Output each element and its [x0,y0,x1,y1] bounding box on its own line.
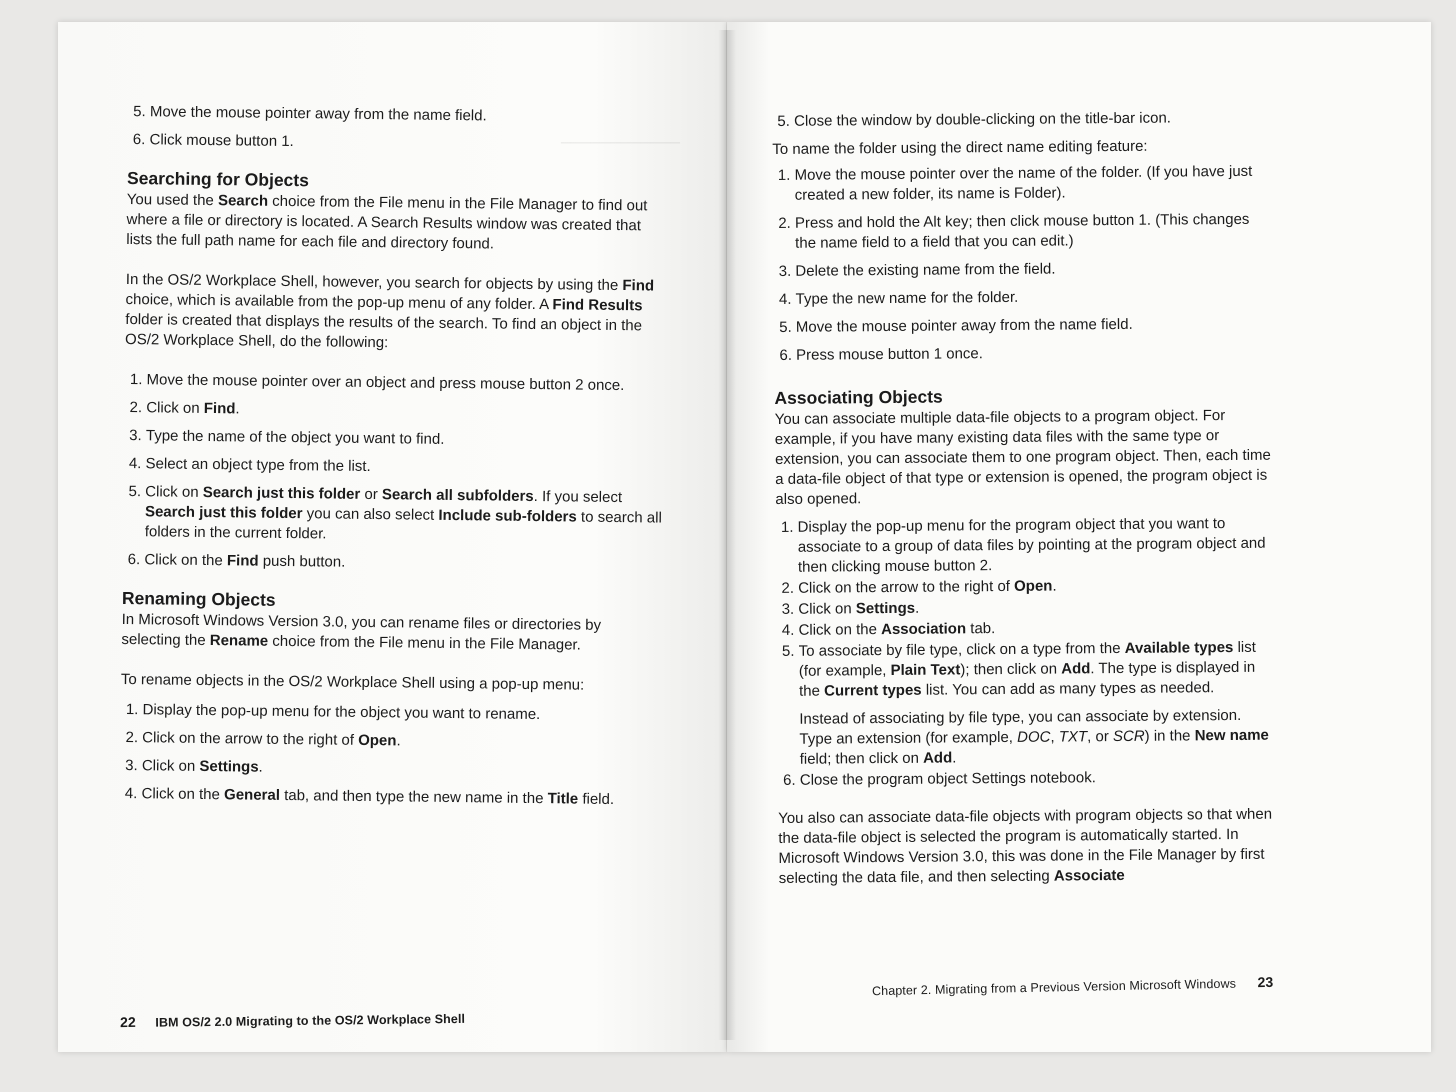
heading-associating-objects: Associating Objects [774,386,943,408]
list-item: 1. Move the mouse pointer over an object and press mouse button 2 once. [146,370,664,396]
paragraph: You used the Search choice from the File menu in the File Manager to find out where a file or directory is located. A Search Results window was created that lists the full path name for each file and directory found. [126,190,648,253]
intro-steps-left [127,102,668,157]
list-item: 3. Type the name of the object you want to find. [146,426,664,452]
paragraph: To name the folder using the direct name editing feature: [772,137,1148,158]
list-item: 2. Press and hold the Alt key; then click mouse button 1. (This changes the name field to a field that you can edit.) [795,210,1271,254]
find-steps [122,370,664,577]
list-item: 5. To associate by file type, click on a type from the Available types list (for example, Plain Text); then click on Add. The type is displayed in the Current types list. You can add as many types as needed. Instead of associating by file type, you can associate by extension. Type an extension (for example, DOC, TXT, or SCR) in the New name field; then click on Add. [799,638,1276,770]
show-through-left: ──────────── [560,134,680,150]
list-item: 6. Click on the Find push button. [144,550,662,576]
direct-name-steps [772,162,1272,366]
associate-steps [776,514,1276,791]
list-item: 5. Move the mouse pointer away from the name field. [150,102,668,128]
list-item: 4. Select an object type from the list. [145,454,663,480]
list-item: 6. Click mouse button 1. [149,130,667,156]
running-footer-left: IBM OS/2 2.0 Migrating to the OS/2 Workplace Shell [155,1011,466,1030]
list-item: 5. Click on Search just this folder or Search all subfolders. If you select Search just this folder you can also select Include sub-folders to search all folders in the current folder. [145,482,664,548]
list-item: 3. Click on Settings. [142,756,660,782]
paragraph: In Microsoft Windows Version 3.0, you can rename files or directories by selecting the Rename choice from the File menu in the File Manager. [121,610,602,654]
list-item: 4. Click on the Association tab. [798,617,1274,641]
list-item: 1. Display the pop-up menu for the program object that you want to associate to a group of data files by pointing at the program object and then clicking mouse button 2. [798,514,1275,578]
list-item: 6. Close the program object Settings notebook. [800,767,1276,791]
list-item: 6. Press mouse button 1 once. [796,342,1272,366]
paragraph: You can associate multiple data-file objects to a program object. For example, if you have many existing data files with the same type or extension, you can associate them to one program object. Then, each time a data-file object of that type or extension is opened, the program object is also opened. [774,407,1271,508]
heading-renaming-objects: Renaming Objects [121,587,276,610]
list-item: 4. Click on the General tab, and then type the new name in the Title field. [141,784,659,810]
left-page-content [119,102,668,823]
association-note: Instead of associating by file type, you can associate by extension. Type an extension (for example, DOC, TXT, or SCR) in the New name field; then click on Add. [799,706,1269,768]
paragraph: To rename objects in the OS/2 Workplace Shell using a pop-up menu: [120,670,585,694]
list-item: 1. Move the mouse pointer over the name of the folder. (If you have just created a new folder, its name is Folder). [794,162,1270,206]
rename-steps [119,700,660,811]
paragraph: You also can associate data-file objects with program objects so that when the data-file object is selected the program is automatically started. In Microsoft Windows Version 3.0, this was done in the File Manager by first selecting the data file, and then selecting Associate [778,805,1273,887]
running-footer-right: Chapter 2. Migrating from a Previous Version Microsoft Windows [871,976,1237,999]
right-page-content [772,108,1277,909]
list-item: 2. Click on the arrow to the right of Open. [142,728,660,754]
list-item: 5. Move the mouse pointer away from the name field. [796,314,1272,338]
page-number-left: 22 [119,1013,136,1031]
page-number-right: 23 [1257,973,1274,991]
list-item: 2. Click on the arrow to the right of Open. [798,575,1274,599]
list-item: 5. Close the window by double-clicking on the title-bar icon. [794,108,1270,132]
list-item: 2. Click on Find. [146,398,664,424]
paragraph: In the OS/2 Workplace Shell, however, you search for objects by using the Find choice, which is available from the pop-up menu of any folder. A Find Results folder is created that displays the results of the search. To find an object in the OS/2 Workplace Shell, do the following: [124,270,655,352]
book-gutter [718,30,736,1040]
list-item: 3. Click on Settings. [798,596,1274,620]
heading-searching-for-objects: Searching for Objects [126,167,310,191]
list-item: 1. Display the pop-up menu for the object you want to rename. [142,700,660,726]
list-item: 4. Type the new name for the folder. [796,286,1272,310]
intro-steps-right [772,108,1270,132]
list-item: 3. Delete the existing name from the field. [795,258,1271,282]
